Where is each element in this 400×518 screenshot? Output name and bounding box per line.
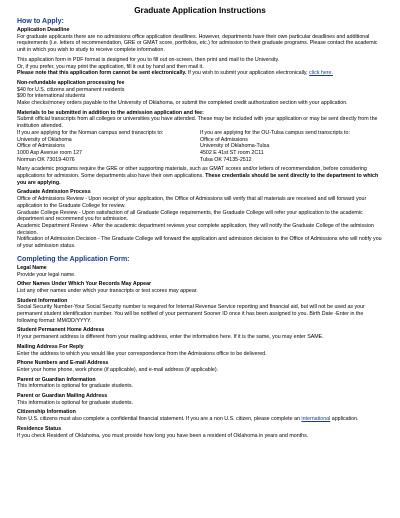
fee-payment-note: Make checks/money orders payable to the University of Oklahoma, or submit the completed credit authorization section with your application.	[17, 100, 348, 107]
item-text	[17, 416, 383, 423]
electronic-note	[17, 70, 383, 77]
item-text: List any other names under which your transcripts or test scores may appear.	[17, 287, 198, 294]
item-heading: Citizenship Information	[17, 409, 76, 416]
international-application-link[interactable]: international	[301, 416, 331, 423]
norman-line-4: Norman OK 73019-4076	[17, 156, 75, 163]
list-item	[17, 327, 383, 340]
item-heading: Parent or Guardian Mailing Address	[17, 393, 108, 400]
list-item	[17, 377, 383, 390]
item-heading: Student Permanent Home Address	[17, 327, 105, 334]
materials-section	[17, 110, 383, 187]
list-item	[17, 426, 383, 439]
norman-line-3: 1000 Asp Avenue room 127	[17, 149, 82, 156]
item-heading: Mailing Address For Reply	[17, 343, 84, 350]
tulsa-line-1: Office of Admissions	[200, 136, 248, 143]
electronic-application-link[interactable]: click here.	[309, 70, 333, 77]
tulsa-intro: If you are applying for the OU-Tulsa campus send transcripts to:	[200, 129, 350, 136]
process-notification: Notification of Admission Decision - The Graduate College will forward the application and admission decision to the Office of Admissions who will notify you of your admission status.	[17, 236, 382, 250]
item-text: Enter your home phone, work phone (if applicable), and e-mail address (if applicable).	[17, 366, 219, 373]
list-item	[17, 281, 383, 294]
gre-paragraph	[17, 166, 383, 186]
materials-heading: Materials to be submitted in addition to the admission application and fee:	[17, 109, 204, 116]
norman-line-1: University of Oklahoma	[17, 136, 72, 143]
completing-heading: Completing the Application Form:	[17, 255, 130, 263]
fee-heading: Non-refundable application processing fee	[17, 79, 125, 86]
item-heading: Legal Name	[17, 264, 47, 271]
fee-domestic: $40 for U.S. citizens and permanent residents	[17, 86, 125, 93]
item-text: If you check Resident of Oklahoma, you must provide how long you have been a resident of Oklahoma in years and months.	[17, 432, 309, 439]
gre-text: Many academic programs require the GRE or other supporting materials, such as GMAT scores and/or letters of recommendation, before considering applications for admission. Some departments also have their own applications.	[17, 166, 367, 180]
list-item	[17, 360, 383, 373]
item-heading: Student Information	[17, 297, 68, 304]
list-item	[17, 344, 383, 357]
deadline-heading: Application Deadline	[17, 27, 70, 33]
how-to-apply-heading: How to Apply:	[17, 18, 64, 25]
gre-emphasis: These credentials should be sent directly to the department to which you are applying.	[17, 173, 379, 186]
list-item	[17, 409, 383, 422]
tulsa-line-4: Tulsa OK 74135-2512	[200, 156, 252, 163]
process-department-review: Academic Department Review - After the academic department reviews your complete application, they will notify the Graduate College of the admission decision.	[17, 222, 374, 236]
process-heading: Graduate Admission Process	[17, 189, 91, 196]
process-section	[17, 189, 383, 249]
tulsa-line-3: 4502 E 41st ST room 2C11	[200, 149, 264, 156]
tulsa-line-2: University of Oklahoma-Tulsa	[200, 143, 270, 150]
norman-line-2: Office of Admissions	[17, 143, 65, 150]
item-heading: Residence Status	[17, 425, 62, 432]
electronic-warning: Please note that this application form cannot be sent electronically.	[17, 70, 187, 77]
fee-international: $90 for international students	[17, 93, 86, 100]
item-text: This information is optional for graduate students.	[17, 399, 134, 406]
norman-address	[17, 130, 200, 164]
list-item	[17, 265, 383, 278]
item-heading: Parent or Guardian Information	[17, 376, 96, 383]
citizenship-text: Non U.S. citizens must also complete a confidential financial statement. If you are a non U.S. citizen, please complete an	[17, 416, 302, 423]
list-item	[17, 393, 383, 406]
tulsa-address	[200, 130, 383, 164]
electronic-instruction: If you wish to submit your application electronically,	[186, 70, 310, 77]
materials-paragraph: Submit official transcripts from all colleges or universities you have attended. These may be included with your application or may be sent directly from the institution attended.	[17, 116, 378, 130]
item-text: If your permanent address is different from your mailing address, enter the information here. If it is the same, you may enter SAME.	[17, 334, 324, 341]
pdf-form-note: This application form in PDF format is designed for you to fill out on-screen, then print and mail to the University.	[17, 56, 280, 63]
item-text: Social Security Number-Your Social Security number is required for Internal Revenue Service reporting and financial aid, but will not be used as your permanent student identification number. You will be notified of your permanent Sooner ID once it has been assigned to you. Birth Date -Enter in the following format: MM/DD/YYYY.	[17, 304, 365, 324]
completing-items	[17, 265, 383, 439]
citizenship-text-end: application.	[330, 416, 359, 423]
transcript-addresses	[17, 130, 383, 164]
process-college-review: Graduate College Review - Upon satisfaction of all Graduate College requirements, the Graduate College will refer your application to the academic department and recommend you for admission.	[17, 209, 363, 223]
process-admissions-review: Office of Admissions Review - Upon receipt of your application, the Office of Admissions will verify that all materials are received and will forward your application to the Graduate College for review.	[17, 196, 367, 209]
list-item	[17, 298, 383, 325]
item-text: Enter the address to which you would like your correspondence from the Admissions office to be delivered.	[17, 350, 267, 357]
deadline-paragraph: For graduate applicants there are no admissions office application deadlines. However, departments have their own particular deadlines and additional requirements (i.e. letters of recommendation, GRE or GMAT score, portfolios, etc.) for admission to their graduate programs. Please contact the academic unit in which you wish to study to receive complete information.	[17, 33, 378, 54]
norman-intro: If you are applying for the Norman campus send transcripts to:	[17, 129, 164, 136]
page-title: Graduate Application Instructions	[134, 6, 266, 15]
print-form-note: Or, if you prefer, you may print the application, fill it out by hand and then mail it.	[17, 63, 204, 70]
item-heading: Other Names Under Which Your Records May Appear	[17, 281, 152, 288]
item-text: Provide your legal name.	[17, 271, 76, 278]
item-text: This information is optional for graduate students.	[17, 383, 134, 390]
deadline-section	[17, 27, 383, 77]
fee-section	[17, 80, 383, 107]
item-heading: Phone Numbers and E-mail Address	[17, 360, 109, 367]
